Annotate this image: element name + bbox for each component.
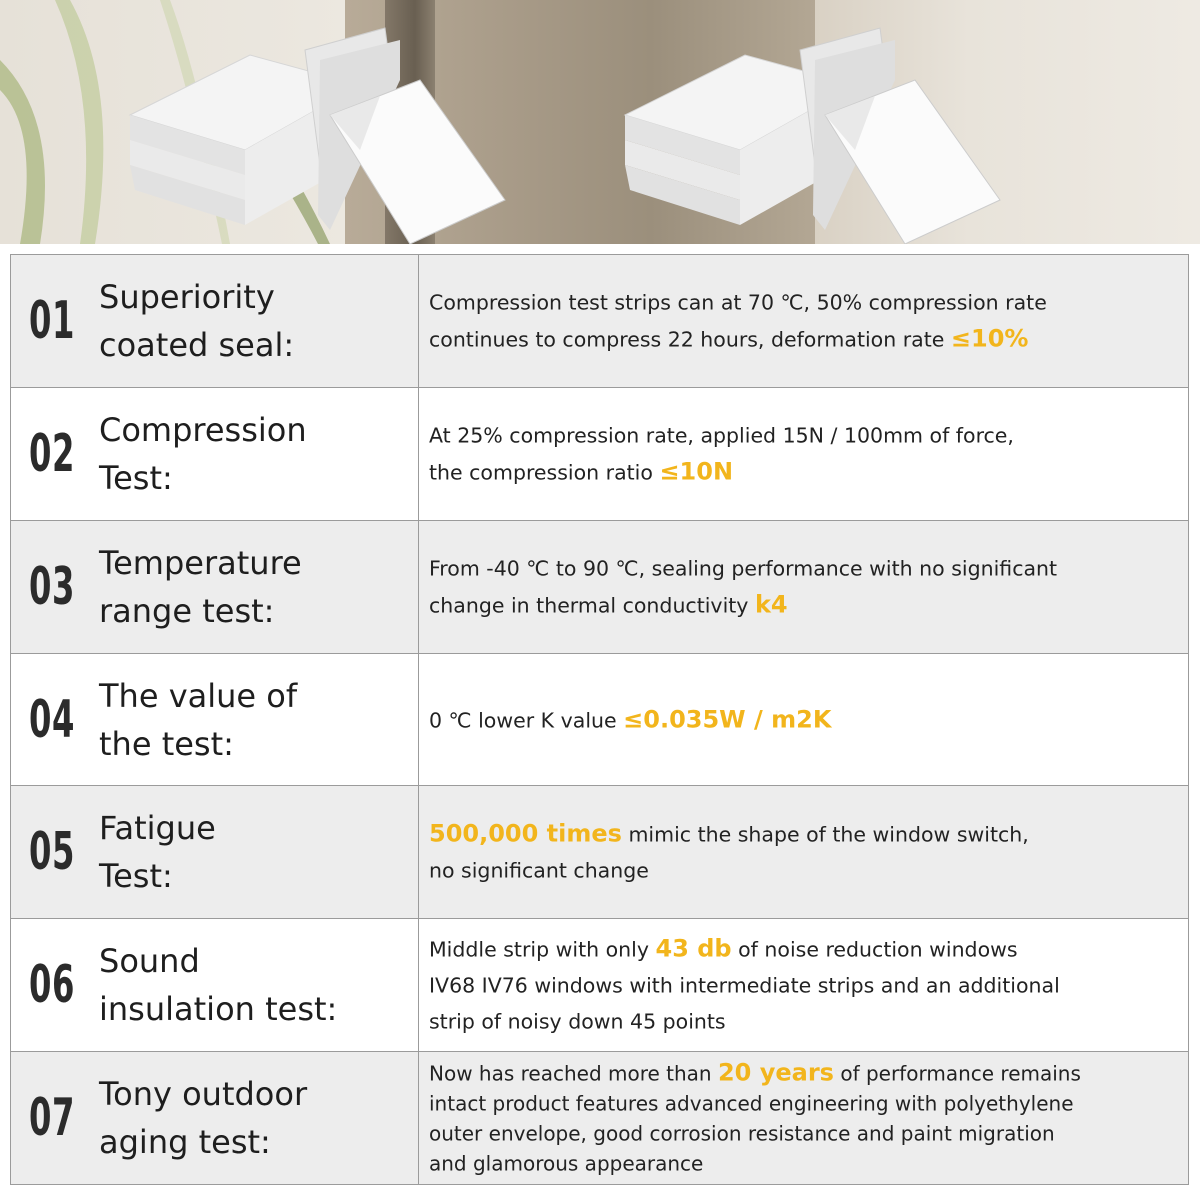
description-text: intact product features advanced engineering with polyethylene xyxy=(429,1091,1074,1116)
test-name-cell xyxy=(11,388,419,520)
description-text: outer envelope, good corrosion resistance and paint migration xyxy=(429,1121,1055,1146)
test-name xyxy=(99,804,415,900)
test-name-line: the test: xyxy=(99,724,234,763)
description-line xyxy=(429,1089,1181,1119)
description-line xyxy=(429,1058,1181,1089)
test-description xyxy=(429,1058,1181,1179)
description-line xyxy=(429,321,1181,358)
test-name xyxy=(99,937,415,1033)
weatherstrip-foam-pads-icon xyxy=(0,0,1200,244)
table-row xyxy=(11,786,1188,919)
description-text: Now has reached more than xyxy=(429,1061,718,1086)
test-name-cell xyxy=(11,255,419,387)
test-name xyxy=(99,273,415,369)
description-text: and glamorous appearance xyxy=(429,1151,704,1176)
test-description xyxy=(429,931,1181,1040)
description-line xyxy=(429,587,1181,624)
pad-stack-right xyxy=(625,28,1000,244)
test-name-cell xyxy=(11,786,419,918)
test-name-line: Temperature xyxy=(99,544,302,582)
description-line xyxy=(429,931,1181,968)
test-name-line: Test: xyxy=(99,459,173,497)
test-description xyxy=(429,551,1181,624)
row-number: 03 xyxy=(29,557,76,617)
description-text: change in thermal conductivity xyxy=(429,593,755,618)
test-name-line: aging test: xyxy=(99,1123,271,1161)
test-name-line: Fatigue xyxy=(99,809,216,847)
row-number: 05 xyxy=(29,822,76,882)
test-name xyxy=(99,672,415,768)
description-line xyxy=(429,418,1181,454)
test-name-cell xyxy=(11,654,419,785)
table-row xyxy=(11,388,1188,521)
test-name-line: range test: xyxy=(99,592,275,630)
description-text: no significant change xyxy=(429,858,649,883)
description-text: IV68 IV76 windows with intermediate strips and an additional xyxy=(429,973,1060,998)
test-description xyxy=(429,701,1181,738)
description-line xyxy=(429,853,1181,889)
highlight-value: 500,000 times xyxy=(429,819,622,848)
description-text: the compression ratio xyxy=(429,460,660,485)
description-text: Compression test strips can at 70 ℃, 50% compression rate xyxy=(429,290,1047,315)
highlight-value: 43 db xyxy=(655,934,732,963)
test-description xyxy=(429,418,1181,491)
table-row xyxy=(11,654,1188,786)
highlight-value: ≤10N xyxy=(659,457,734,486)
test-name-cell xyxy=(11,919,419,1051)
test-name-line: Compression xyxy=(99,411,307,449)
test-name-cell xyxy=(11,1052,419,1184)
table-row xyxy=(11,919,1188,1052)
description-line xyxy=(429,968,1181,1004)
specs-table xyxy=(10,254,1189,1185)
test-name-line: coated seal: xyxy=(99,326,295,364)
highlight-value: k4 xyxy=(754,590,788,619)
description-text: mimic the shape of the window switch, xyxy=(621,822,1029,847)
description-text: Middle strip with only xyxy=(429,937,656,962)
test-description xyxy=(429,285,1181,358)
test-name-line: The value of xyxy=(99,676,298,715)
test-name-cell xyxy=(11,521,419,653)
row-number: 04 xyxy=(29,689,76,750)
table-row xyxy=(11,1052,1188,1184)
row-number: 07 xyxy=(29,1088,76,1148)
description-line xyxy=(429,816,1181,853)
description-line xyxy=(429,551,1181,587)
highlight-value: 20 years xyxy=(717,1058,834,1087)
test-name xyxy=(99,539,415,635)
description-text: From -40 ℃ to 90 ℃, sealing performance with no significant xyxy=(429,556,1058,581)
description-text: 0 ℃ lower K value xyxy=(429,708,624,732)
description-text: of noise reduction windows xyxy=(731,937,1018,962)
description-text: strip of noisy down 45 points xyxy=(429,1009,726,1034)
row-number: 06 xyxy=(29,955,76,1015)
highlight-value: ≤10% xyxy=(950,324,1029,353)
test-name-line: Tony outdoor xyxy=(99,1075,308,1113)
row-number: 01 xyxy=(29,291,76,351)
description-line xyxy=(429,701,1181,738)
test-name-line: Test: xyxy=(99,857,173,895)
description-line xyxy=(429,1004,1181,1040)
product-photo-banner xyxy=(0,0,1200,244)
description-text: of performance remains xyxy=(833,1061,1081,1086)
row-number: 02 xyxy=(29,424,76,484)
test-name-line: insulation test: xyxy=(99,990,338,1028)
description-line xyxy=(429,1149,1181,1179)
test-name-line: Superiority xyxy=(99,278,275,316)
test-name-line: Sound xyxy=(99,942,200,980)
description-line xyxy=(429,454,1181,491)
description-text: At 25% compression rate, applied 15N / 100mm of force, xyxy=(429,423,1014,448)
test-name xyxy=(99,406,415,502)
description-line xyxy=(429,285,1181,321)
test-name xyxy=(99,1070,415,1166)
table-row xyxy=(11,521,1188,654)
table-row xyxy=(11,255,1188,388)
description-text: continues to compress 22 hours, deformation rate xyxy=(429,327,951,352)
description-line xyxy=(429,1119,1181,1149)
highlight-value: ≤0.035W / m2K xyxy=(623,705,832,733)
test-description xyxy=(429,816,1181,889)
